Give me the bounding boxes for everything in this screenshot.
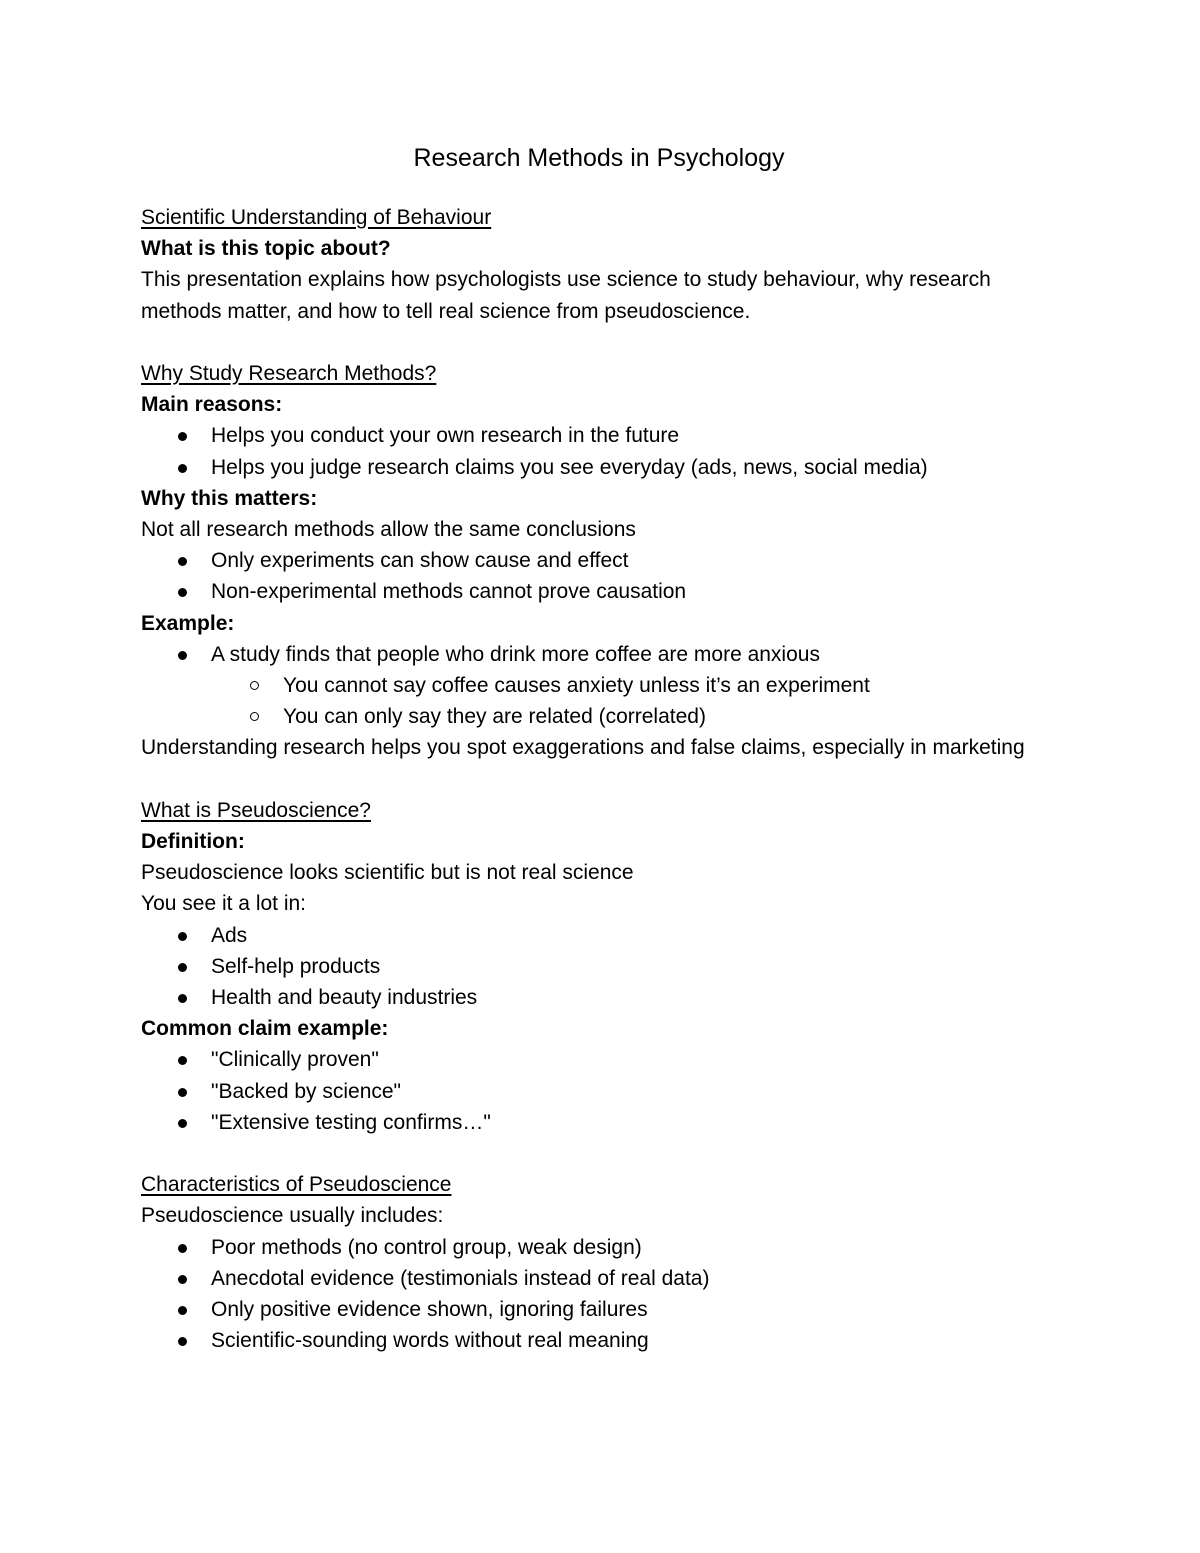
paragraph: Pseudoscience usually includes:: [141, 1204, 444, 1228]
list-item-text: A study finds that people who drink more coffee are more anxious: [211, 642, 820, 666]
bullet-icon: [178, 1119, 187, 1128]
list-item: [141, 1325, 1061, 1356]
list-item: [141, 576, 1061, 607]
list-item: [141, 452, 1061, 483]
paragraph: Pseudoscience looks scientific but is not real science: [141, 861, 634, 885]
subheading: Example:: [141, 611, 235, 635]
bullet-icon: [178, 963, 187, 972]
list-item: [141, 545, 1061, 576]
spacer: [141, 764, 1061, 795]
list-item: [141, 920, 1061, 951]
bullet-icon: [178, 588, 187, 597]
bullet-icon: [178, 1056, 187, 1065]
bullet-icon: [178, 932, 187, 941]
subheading: Common claim example:: [141, 1017, 389, 1041]
bullet-icon: [178, 651, 187, 660]
section-heading: What is Pseudoscience?: [141, 798, 371, 822]
list-item: [141, 420, 1061, 451]
bullet-icon: [178, 1088, 187, 1097]
subheading: Why this matters:: [141, 486, 318, 510]
list-item: [141, 982, 1061, 1013]
bullet-icon: [178, 1275, 187, 1284]
section-scientific-understanding: [141, 202, 1061, 327]
list-item: [141, 1044, 1061, 1075]
section-heading: Why Study Research Methods?: [141, 362, 437, 385]
list-item-text: "Clinically proven": [211, 1048, 379, 1072]
bullet-icon: [178, 432, 187, 441]
list-item-text: You cannot say coffee causes anxiety unless it’s an experiment: [283, 674, 870, 698]
bullet-list: [141, 1044, 1061, 1138]
spacer: [141, 1138, 1061, 1169]
list-item-text: "Backed by science": [211, 1079, 402, 1103]
document-title: Research Methods in Psychology: [413, 144, 785, 172]
list-item-text: Scientific-sounding words without real meaning: [211, 1329, 649, 1353]
hollow-bullet-icon: [250, 712, 259, 721]
sub-list-item: [141, 670, 1061, 701]
list-item-text: Only experiments can show cause and effect: [211, 549, 629, 573]
list-item-text: Poor methods (no control group, weak design): [211, 1235, 642, 1259]
bullet-icon: [178, 464, 187, 473]
sub-list-item: [141, 701, 1061, 732]
list-item-text: Self-help products: [211, 954, 381, 978]
list-item-text: Non-experimental methods cannot prove causation: [211, 580, 687, 604]
hollow-bullet-icon: [250, 681, 259, 690]
bullet-list: [141, 420, 1061, 482]
list-item-text: "Extensive testing confirms…": [211, 1110, 491, 1134]
subheading: Main reasons:: [141, 393, 283, 417]
list-item: [141, 1076, 1061, 1107]
bullet-icon: [178, 1244, 187, 1253]
list-item: [141, 1232, 1061, 1263]
list-item: [141, 639, 1061, 670]
list-item-text: You can only say they are related (correlated): [283, 705, 706, 729]
list-item-text: Health and beauty industries: [211, 986, 478, 1010]
list-item-text: Anecdotal evidence (testimonials instead of real data): [211, 1266, 710, 1290]
section-heading: Characteristics of Pseudoscience: [141, 1173, 452, 1197]
subheading: Definition:: [141, 830, 245, 854]
section-why-study: [141, 358, 1061, 764]
paragraph: You see it a lot in:: [141, 892, 307, 916]
spacer: [141, 327, 1061, 358]
list-item: [141, 951, 1061, 982]
bullet-list: [141, 1232, 1061, 1357]
section-pseudoscience: [141, 795, 1061, 1138]
bullet-icon: [178, 1306, 187, 1315]
paragraph: Not all research methods allow the same conclusions: [141, 518, 636, 542]
list-item-text: Ads: [211, 923, 248, 947]
bullet-icon: [178, 557, 187, 566]
list-item: [141, 1263, 1061, 1294]
section-heading: Scientific Understanding of Behaviour: [141, 206, 492, 229]
bullet-list: [141, 545, 1061, 607]
paragraph: This presentation explains how psychologists use science to study behaviour, why research methods matter, and how to tell real science from pseudoscience.: [141, 268, 991, 323]
bullet-icon: [178, 1337, 187, 1346]
bullet-list: [141, 639, 1061, 733]
list-item: [141, 1107, 1061, 1138]
subheading: What is this topic about?: [141, 237, 391, 261]
list-item: [141, 1294, 1061, 1325]
paragraph: Understanding research helps you spot exaggerations and false claims, especially in marketing: [141, 736, 1025, 760]
bullet-list: [141, 920, 1061, 1014]
document-page: [141, 138, 1061, 1356]
bullet-icon: [178, 994, 187, 1003]
list-item-text: Only positive evidence shown, ignoring failures: [211, 1298, 648, 1322]
list-item-text: Helps you conduct your own research in the future: [211, 424, 680, 448]
section-characteristics: [141, 1169, 1061, 1356]
list-item-text: Helps you judge research claims you see everyday (ads, news, social media): [211, 455, 928, 479]
